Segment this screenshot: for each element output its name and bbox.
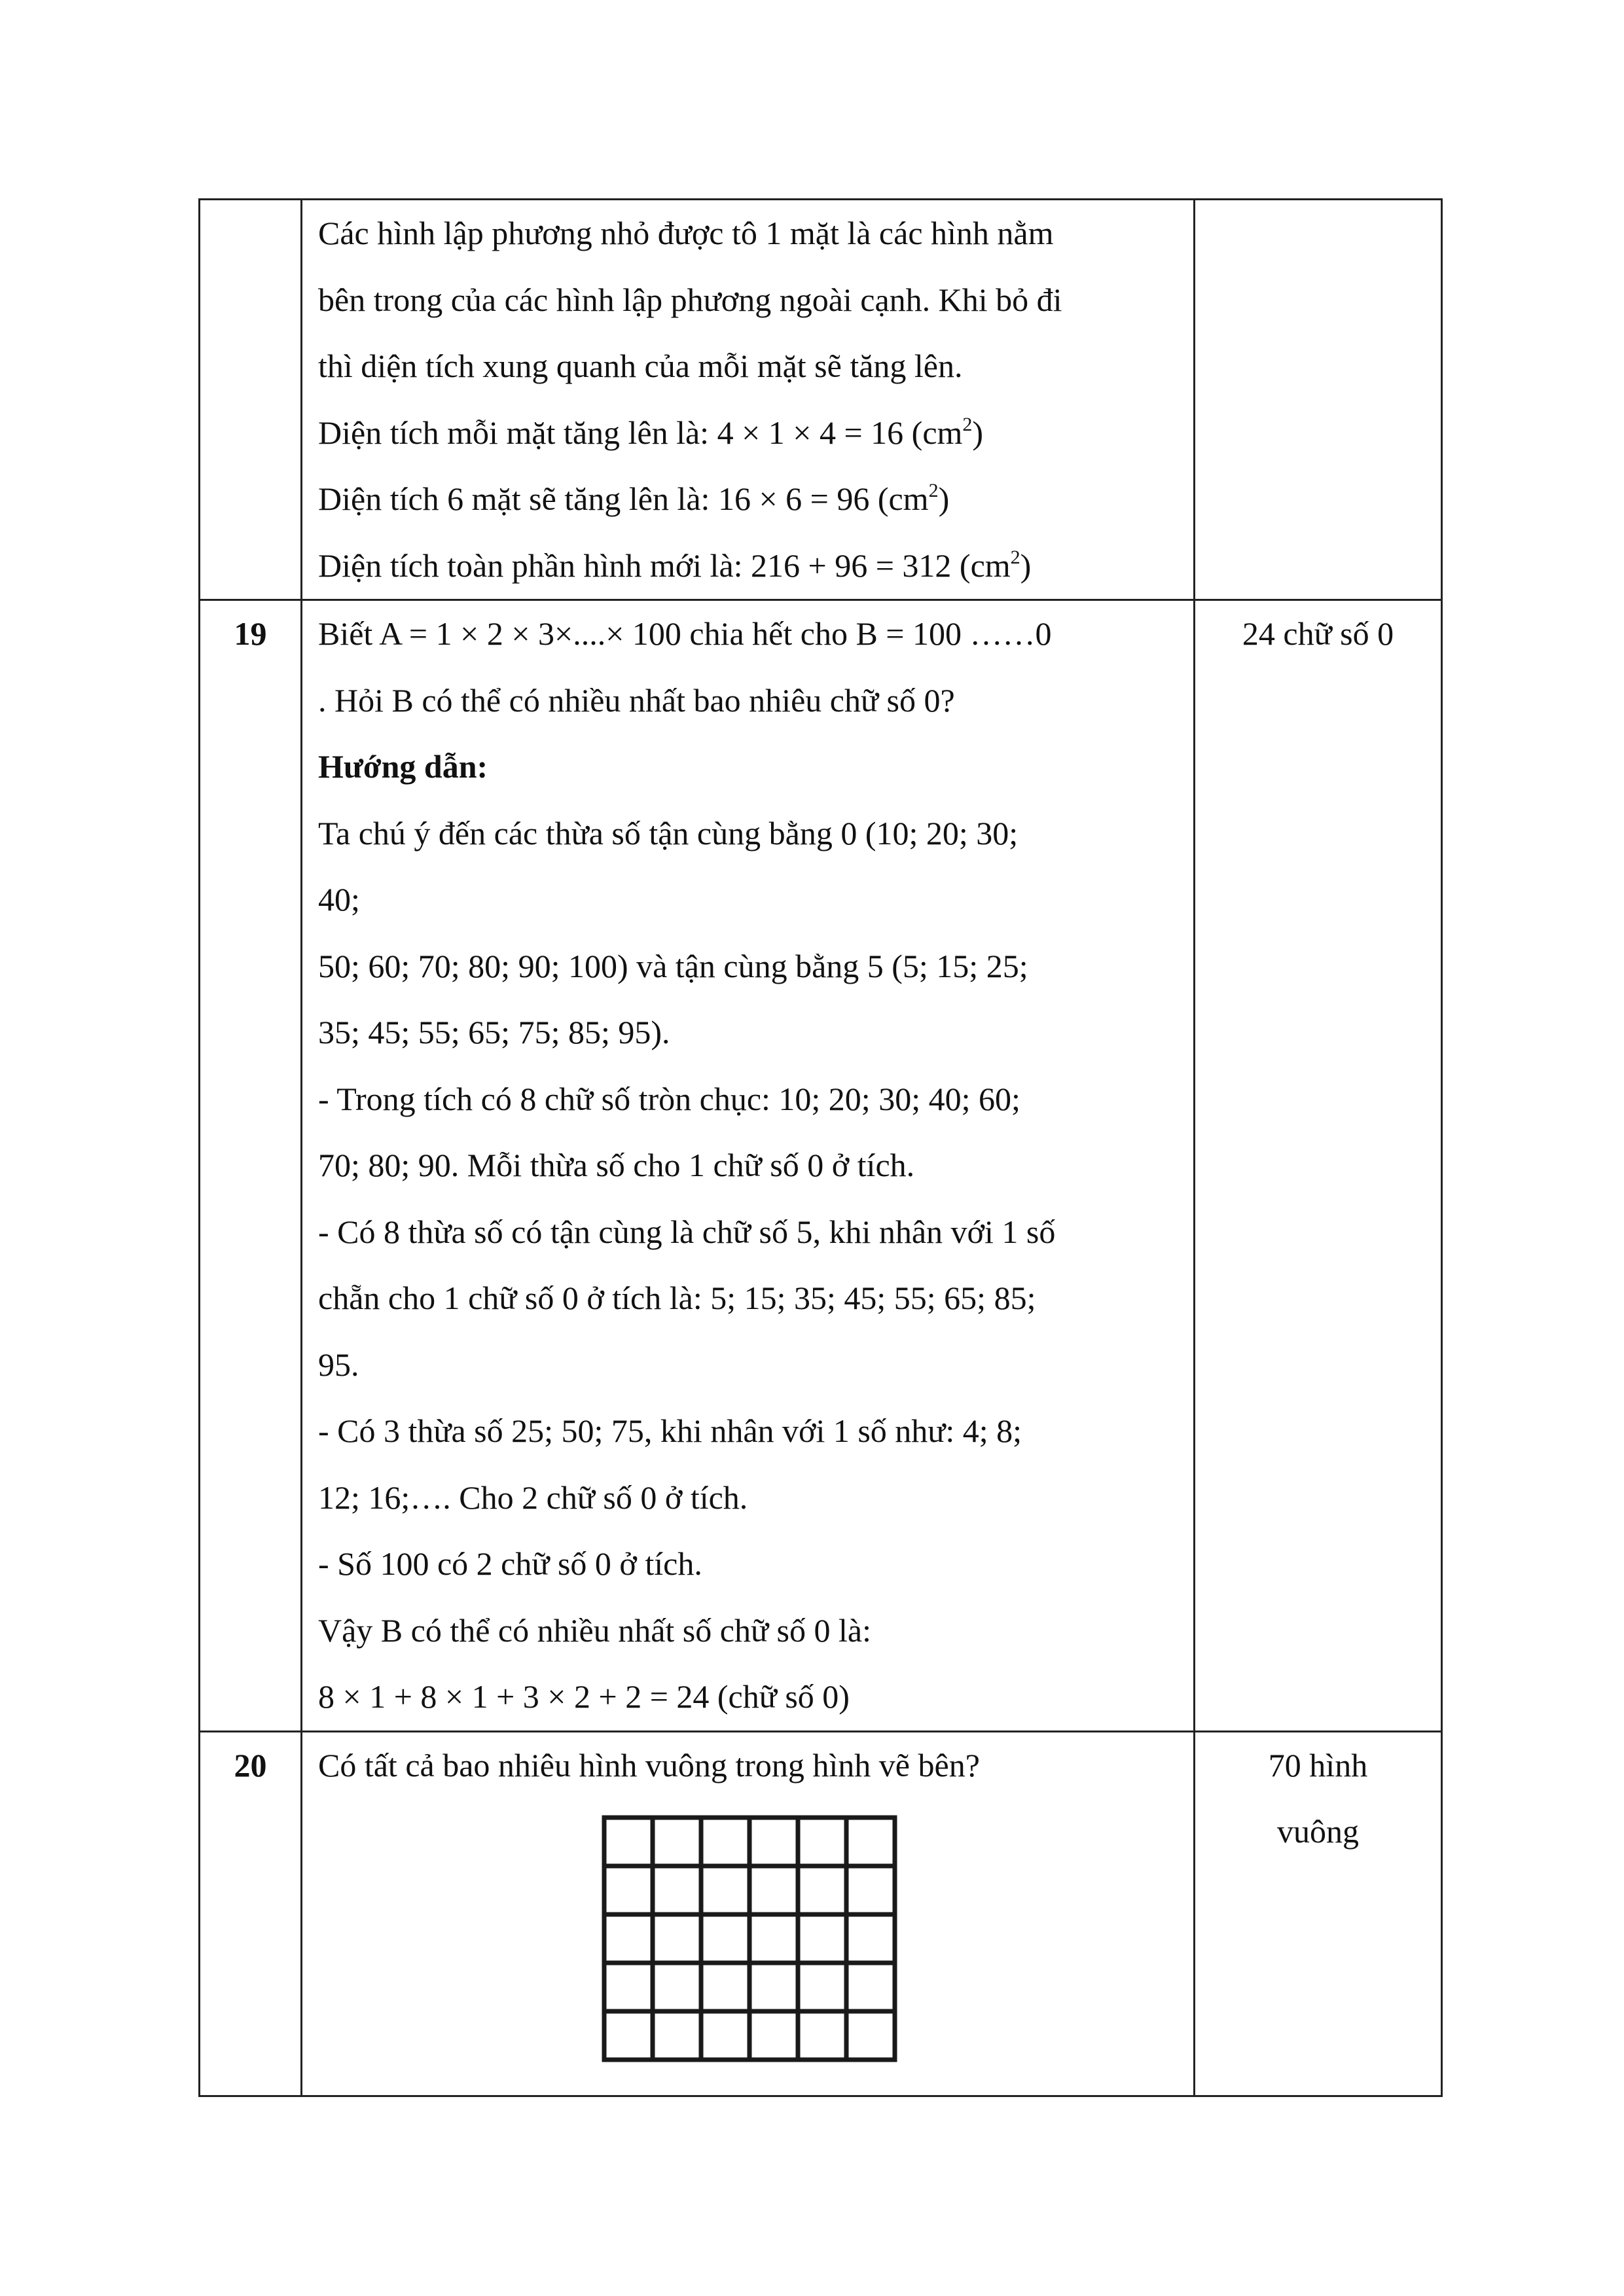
area-line: Diện tích 6 mặt sẽ tăng lên là: 16 × 6 = 96 $(cm^2)$ <box>318 480 950 517</box>
guide-heading: Hướng dẫn: <box>318 748 488 785</box>
guide-line: 70; 80; 90. Mỗi thừa số cho 1 chữ số 0 ở tích. <box>318 1147 915 1183</box>
guide-line: - Trong tích có 8 chữ số tròn chục: 10; 20; 30; 40; 60; <box>318 1080 1020 1117</box>
text-line: thì diện tích xung quanh của mỗi mặt sẽ tăng lên. <box>318 348 963 384</box>
guide-line: 12; 16;…. Cho 2 chữ số 0 ở tích. <box>318 1479 748 1516</box>
solutions-table <box>198 198 1443 2097</box>
question-line: Biết A = 1 × 2 × 3×....× 100 chia hết cho B = 100 ……0 <box>318 615 1052 652</box>
solution-content-cell <box>302 600 1195 1732</box>
problem-number-cell <box>200 200 302 600</box>
answer-cell: 24 chữ số 0 <box>1195 600 1442 1732</box>
exponent: 2 <box>962 413 973 435</box>
problem-number-cell: 19 <box>200 600 302 1732</box>
exponent: 2 <box>1010 546 1020 568</box>
question-line: Có tất cả bao nhiêu hình vuông trong hình vẽ bên? <box>318 1746 980 1784</box>
guide-line: Vậy B có thể có nhiều nhất số chữ số 0 là: <box>318 1611 871 1649</box>
problem-number-cell: 20 <box>200 1731 302 2096</box>
answer-line: vuông <box>1277 1813 1359 1850</box>
solution-content-cell <box>302 1731 1195 2096</box>
area-line: Diện tích mỗi mặt tăng lên là: 4 × 1 × 4 = 16 $(cm^2)$ <box>318 413 984 451</box>
table-row <box>200 600 1442 1732</box>
guide-line: 35; 45; 55; 65; 75; 85; 95). <box>318 1014 670 1050</box>
exponent: 2 <box>928 480 939 501</box>
square-grid-figure <box>601 1814 909 2063</box>
question-line: . Hỏi B có thể có nhiều nhất bao nhiêu chữ số 0? <box>318 681 955 719</box>
answer-line: 70 hình <box>1268 1746 1368 1784</box>
guide-line: chẵn cho 1 chữ số 0 ở tích là: 5; 15; 35; 45; 55; 65; 85; <box>318 1280 1036 1316</box>
guide-line: - Có 3 thừa số 25; 50; 75, khi nhân với 1 số như: 4; 8; <box>318 1412 1022 1449</box>
guide-line: - Số 100 có 2 chữ số 0 ở tích. <box>318 1545 702 1582</box>
area-line: Diện tích toàn phần hình mới là: 216 + 96 = 312 $(cm^2)$ <box>318 546 1032 584</box>
answer-cell <box>1195 200 1442 600</box>
guide-line: 40; <box>318 881 360 918</box>
guide-line: 95. <box>318 1346 359 1383</box>
guide-line: - Có 8 thừa số có tận cùng là chữ số 5, khi nhân với 1 số <box>318 1213 1056 1250</box>
guide-line: Ta chú ý đến các thừa số tận cùng bằng 0 (10; 20; 30; <box>318 814 1019 852</box>
grid-figure <box>318 1799 1179 2073</box>
table-row <box>200 1731 1442 2096</box>
text-line: bên trong của các hình lập phương ngoài cạnh. Khi bỏ đi <box>318 281 1062 318</box>
table-row <box>200 200 1442 600</box>
guide-line: 50; 60; 70; 80; 90; 100) và tận cùng bằng 5 (5; 15; 25; <box>318 947 1028 984</box>
solution-content-cell <box>302 200 1195 600</box>
text-line: Các hình lập phương nhỏ được tô 1 mặt là các hình nằm <box>318 215 1054 251</box>
guide-line: 8 × 1 + 8 × 1 + 3 × 2 + 2 = 24 (chữ số 0) <box>318 1678 850 1715</box>
answer-cell <box>1195 1731 1442 2096</box>
